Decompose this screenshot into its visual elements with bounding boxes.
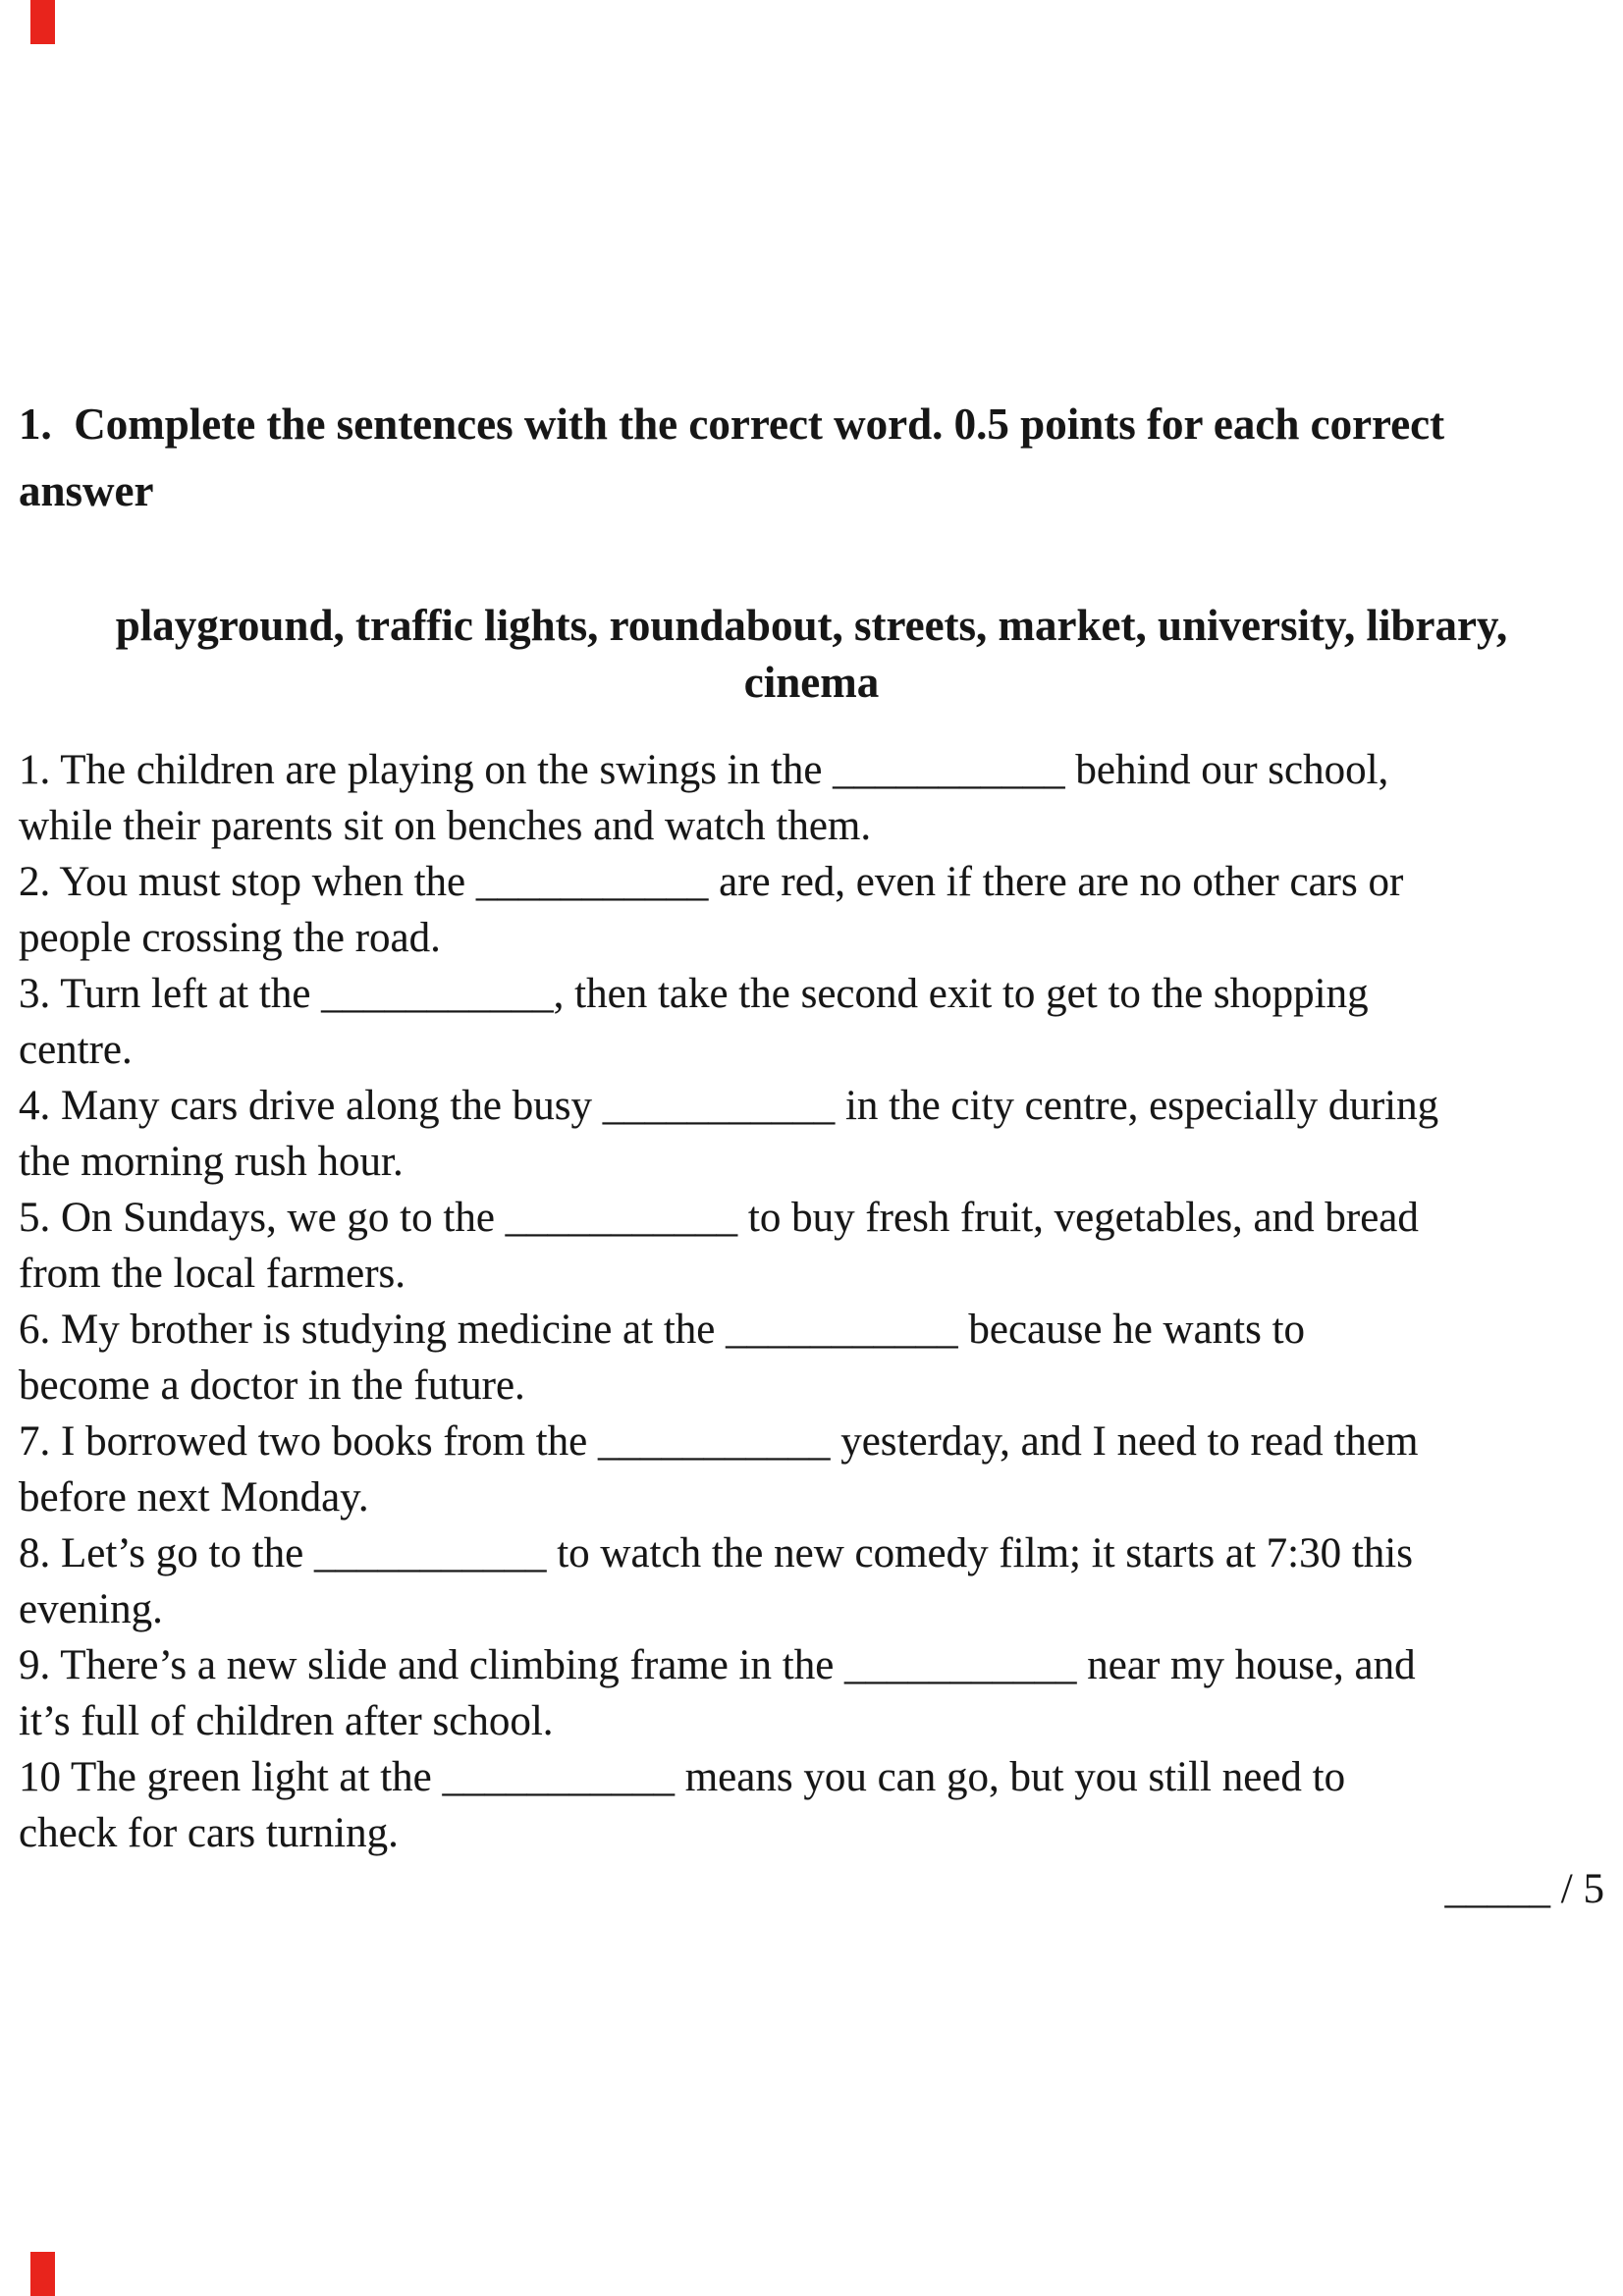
sentence-line: evening. [19, 1586, 163, 1632]
sentence-line: 8. Let’s go to the ___________ to watch the new comedy film; it starts at 7:30 this [19, 1530, 1413, 1576]
sentence-line: 10 The green light at the ___________ means you can go, but you still need to [19, 1754, 1346, 1800]
sentence-line: 3. Turn left at the ___________, then take the second exit to get to the shopping [19, 971, 1369, 1017]
worksheet-content [19, 391, 1604, 1917]
sentence-line: 2. You must stop when the ___________ are red, even if there are no other cars or [19, 859, 1404, 905]
instruction-line: 1. Complete the sentences with the correct word. 0.5 points for each correct [19, 400, 1445, 449]
sentence-line: 9. There’s a new slide and climbing frame in the ___________ near my house, and [19, 1642, 1416, 1688]
sentence-line: people crossing the road. [19, 915, 441, 961]
sentence-line: 5. On Sundays, we go to the ___________ to buy fresh fruit, vegetables, and bread [19, 1195, 1419, 1241]
word-bank-line: playground, traffic lights, roundabout, streets, market, university, library, [115, 601, 1508, 650]
sentence-list [19, 742, 1604, 1861]
sentence-line: 1. The children are playing on the swings in the ___________ behind our school, [19, 747, 1389, 793]
sentence-line: 4. Many cars drive along the busy ___________ in the city centre, especially during [19, 1083, 1439, 1129]
sentence-line: 7. I borrowed two books from the ___________ yesterday, and I need to read them [19, 1418, 1419, 1465]
red-corner-mark-top [30, 0, 55, 44]
word-bank-line: cinema [743, 658, 880, 707]
score-line: _____ / 5 [1444, 1866, 1604, 1912]
sentence-line: before next Monday. [19, 1474, 369, 1521]
sentence-line: it’s full of children after school. [19, 1698, 554, 1744]
instruction-line: answer [19, 466, 154, 515]
task-instruction [19, 391, 1604, 524]
sentence-line: the morning rush hour. [19, 1139, 404, 1185]
word-bank [19, 597, 1604, 711]
sentence-line: from the local farmers. [19, 1251, 406, 1297]
sentence-line: while their parents sit on benches and watch them. [19, 803, 872, 849]
sentence-line: check for cars turning. [19, 1810, 399, 1856]
sentence-line: centre. [19, 1027, 133, 1073]
sentence-line: 6. My brother is studying medicine at the ___________ because he wants to [19, 1307, 1306, 1353]
red-corner-mark-bottom [30, 2252, 55, 2296]
sentence-line: become a doctor in the future. [19, 1362, 525, 1409]
